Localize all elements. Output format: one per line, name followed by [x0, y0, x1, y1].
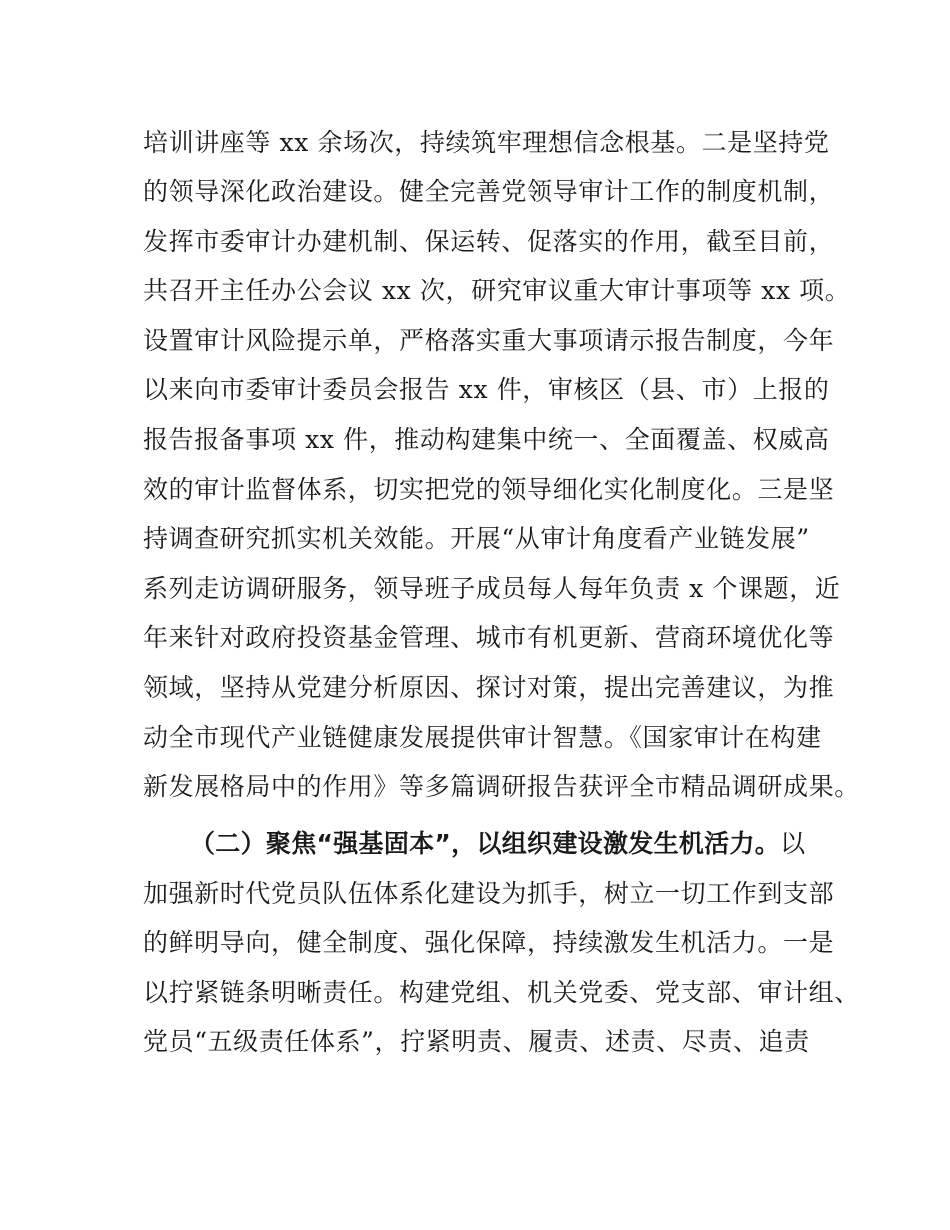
- paragraph1-line-11: 年来针对政府投资基金管理、城市有机更新、营商环境优化等: [143, 623, 835, 652]
- section-heading-line: [190, 828, 806, 860]
- paragraph1-line-6: 以来向市委审计委员会报告 xx 件，审核区（县、市）上报的: [143, 375, 830, 404]
- paragraph1-line-3: 发挥市委审计办建机制、保运转、促落实的作用，截至目前，: [143, 227, 835, 256]
- paragraph1-line-9: 持调查研究抓实机关效能。开展“从审计角度看产业链发展”: [143, 524, 810, 553]
- section-heading: （二）聚焦“强基固本”，以组织建设激发生机活力。: [190, 829, 781, 858]
- section-heading-continuation: 以: [780, 829, 806, 858]
- paragraph1-line-10: 系列走访调研服务，领导班子成员每人每年负责 x 个课题，近: [143, 574, 841, 603]
- paragraph2-line-3: 的鲜明导向，健全制度、强化保障，持续激发生机活力。一是: [143, 928, 835, 957]
- paragraph1-line-13: 动全市现代产业链健康发展提供审计智慧。《国家审计在构建: [143, 723, 822, 752]
- paragraph2-line-5: 党员“五级责任体系”，拧紧明责、履责、述责、尽责、追责: [143, 1027, 810, 1056]
- paragraph1-line-12: 领域，坚持从党建分析原因、探讨对策，提出完善建议，为推: [143, 673, 835, 702]
- paragraph2-line-2: 加强新时代党员队伍体系化建设为抓手，树立一切工作到支部: [143, 879, 835, 908]
- paragraph1-line-8: 效的审计监督体系，切实把党的领导细化实化制度化。三是坚: [143, 475, 835, 504]
- paragraph1-line-1: 培训讲座等 xx 余场次，持续筑牢理想信念根基。二是坚持党: [143, 128, 830, 157]
- paragraph1-line-7: 报告报备事项 xx 件，推动构建集中统一、全面覆盖、权威高: [143, 425, 830, 454]
- paragraph1-line-4: 共召开主任办公会议 xx 次，研究审议重大审计事项等 xx 项。: [143, 276, 851, 305]
- paragraph1-line-2: 的领导深化政治建设。健全完善党领导审计工作的制度机制，: [143, 177, 835, 206]
- paragraph1-line-14: 新发展格局中的作用》等多篇调研报告获评全市精品调研成果。: [143, 772, 860, 801]
- paragraph1-line-5: 设置审计风险提示单，严格落实重大事项请示报告制度，今年: [143, 326, 835, 355]
- paragraph2-line-4: 以拧紧链条明晰责任。构建党组、机关党委、党支部、审计组、: [143, 978, 860, 1007]
